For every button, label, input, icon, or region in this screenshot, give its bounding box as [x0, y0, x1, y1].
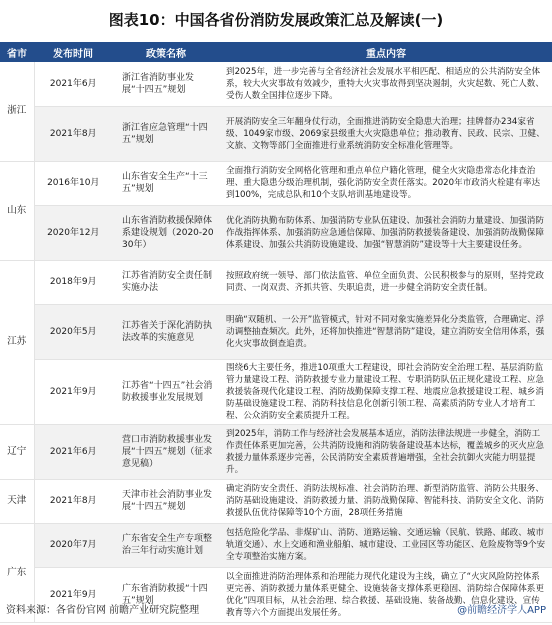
- brand-logo: @前瞻经济学人APP: [457, 605, 546, 616]
- date-cell: 2016年10月: [34, 161, 112, 205]
- policy-name-cell: 营口市消防救援事业发展“十四五”规划（征求意见稿）: [112, 424, 220, 479]
- content-cell: 开展消防安全三年翻身仗行动，全面推进消防安全隐患大治理；挂牌督办234家省级、1049家市级、2069家县级重大火灾隐患单位；推动教育、民政、民宗、卫健、文旅、文物等部门全面推进行业系统消防安全标准化管理等。: [220, 106, 552, 161]
- table-row: [0, 424, 552, 479]
- table-header-row: [0, 42, 552, 62]
- footer: [6, 601, 546, 621]
- header-policy-name: 政策名称: [112, 42, 220, 62]
- table-row: [0, 359, 552, 424]
- content-cell: 围绕6大主要任务，推进10项重大工程建设，即社会消防安全治理工程、基层消防监管力量建设工程、消防救援专业力量建设工程、专职消防队伍正规化建设工程、应急救援装备现代化建设工程、消防战勤保障支撑工程、地震应急救援建设工程、城乡消防基础设施建设工程、消防科技信息化创新引领工程、高素质消防专业人才培育工程、公众消防安全素质提升工程。: [220, 359, 552, 424]
- source-note: 资料来源：各省份官网 前瞻产业研究院整理: [6, 605, 200, 616]
- province-cell: 江苏: [0, 260, 34, 424]
- content-cell: 优化消防执勤布防体系、加强消防专业队伍建设、加强社会消防力量建设、加强消防作战指挥体系、加强消防应急通信保障、加强消防救援装备建设、加强消防战勤保障体系建设、加强公共消防设施建设、加强“智慧消防”建设等十大主要建设任务。: [220, 205, 552, 260]
- province-cell: 山东: [0, 161, 34, 260]
- policy-name-cell: 浙江省应急管理“十四五”规划: [112, 106, 220, 161]
- table-row: [0, 304, 552, 359]
- table-row: [0, 523, 552, 567]
- content-cell: 到2025年，进一步完善与全省经济社会发展水平相匹配、相适应的公共消防安全体系，较大火灾事故有效减少，重特大火灾事故得到坚决遏制，火灾起数、死亡人数、受伤人数全国排位逐步下降。: [220, 62, 552, 106]
- province-cell: 天津: [0, 479, 34, 523]
- content-cell: 包括危险化学品、非煤矿山、消防、道路运输、交通运输（民航、铁路、邮政、城市轨道交通）、水上交通和渔业船舶、城市建设、工业园区等功能区、危险废物等9个安全专项整治实施方案。: [220, 523, 552, 567]
- date-cell: 2020年12月: [34, 205, 112, 260]
- policy-name-cell: 山东省消防救援保障体系建设规划（2020-2030年）: [112, 205, 220, 260]
- date-cell: 2021年9月: [34, 359, 112, 424]
- table-row: [0, 205, 552, 260]
- date-cell: 2021年8月: [34, 106, 112, 161]
- table-row: [0, 260, 552, 304]
- table-row: [0, 479, 552, 523]
- policy-name-cell: 山东省安全生产“十三五”规划: [112, 161, 220, 205]
- content-cell: 以全面推进消防治理体系和治理能力现代化建设为主线，确立了“火灾风险防控体系更完善、消防救援力量体系更健全、设施装备支撑体系更稳固、消防综合保障体系更优化”四项目标，从社会治理、综合救援、基础设施、装备战勤、信息化建设、宣传教育等六个方面提出发展任务。: [220, 567, 552, 622]
- content-cell: 全面推行消防安全网格化管理和重点单位户籍化管理，健全火灾隐患常态化排查治理、重大隐患分级治理机制，强化消防安全责任落实。2020年市政消火栓建有率达到100%，完成总队和10个支队培训基地建设等。: [220, 161, 552, 205]
- policy-name-cell: 天津市社会消防事业发展“十四五”规划: [112, 479, 220, 523]
- content-cell: 确定消防安全责任、消防法规标准、社会消防治理、新型消防监管、消防公共服务、消防基础设施建设、消防救援力量、消防战勤保障、智能科技、消防安全文化、消防救援队伍优待保障等10个方面，28项任务措施: [220, 479, 552, 523]
- date-cell: 2021年8月: [34, 479, 112, 523]
- page-title: 图表10：中国各省份消防发展政策汇总及解读(一): [108, 11, 444, 29]
- date-cell: 2021年6月: [34, 424, 112, 479]
- policy-name-cell: 江苏省“十四五”社会消防救援事业发展规划: [112, 359, 220, 424]
- date-cell: 2021年6月: [34, 62, 112, 106]
- header-date: 发布时间: [34, 42, 112, 62]
- header-province: 省市: [0, 42, 34, 62]
- province-cell: 广东: [0, 523, 34, 622]
- content-cell: 到2025年，消防工作与经济社会发展基本适应，消防法律法规进一步健全，消防工作责任体系更加完善，公共消防设施和消防装备建设基本达标，覆盖城乡的灭火应急救援力量体系逐步完善，公民消防安全素质普遍增强，全社会抗御火灾能力明显提升。: [220, 424, 552, 479]
- policy-table: [0, 42, 552, 623]
- date-cell: 2021年9月: [34, 567, 112, 622]
- province-cell: 浙江: [0, 62, 34, 161]
- policy-name-cell: 江苏省关于深化消防执法改革的实施意见: [112, 304, 220, 359]
- date-cell: 2018年9月: [34, 260, 112, 304]
- policy-name-cell: 广东省安全生产专项整治三年行动实施计划: [112, 523, 220, 567]
- policy-name-cell: 广东省消防救援“十四五”规划: [112, 567, 220, 622]
- content-cell: 按照政府统一领导、部门依法监管、单位全面负责、公民积极参与的原则，坚持党政同责、一岗双责、齐抓共管、失职追责，进一步健全消防安全责任制。: [220, 260, 552, 304]
- table-row: [0, 161, 552, 205]
- content-cell: 明确“双随机、一公开”监管模式，针对不同对象实施差异化分类监管，合理确定、浮动调整抽查频次。此外，还将加快推进“智慧消防”建设，建立消防安全信用体系，强化火灾事故倒查追责。: [220, 304, 552, 359]
- date-cell: 2020年7月: [34, 523, 112, 567]
- policy-name-cell: 浙江省消防事业发展“十四五”规划: [112, 62, 220, 106]
- province-cell: 辽宁: [0, 424, 34, 479]
- date-cell: 2020年5月: [34, 304, 112, 359]
- header-key-content: 重点内容: [220, 42, 552, 62]
- table-row: [0, 106, 552, 161]
- table-row: [0, 62, 552, 106]
- policy-name-cell: 江苏省消防安全责任制实施办法: [112, 260, 220, 304]
